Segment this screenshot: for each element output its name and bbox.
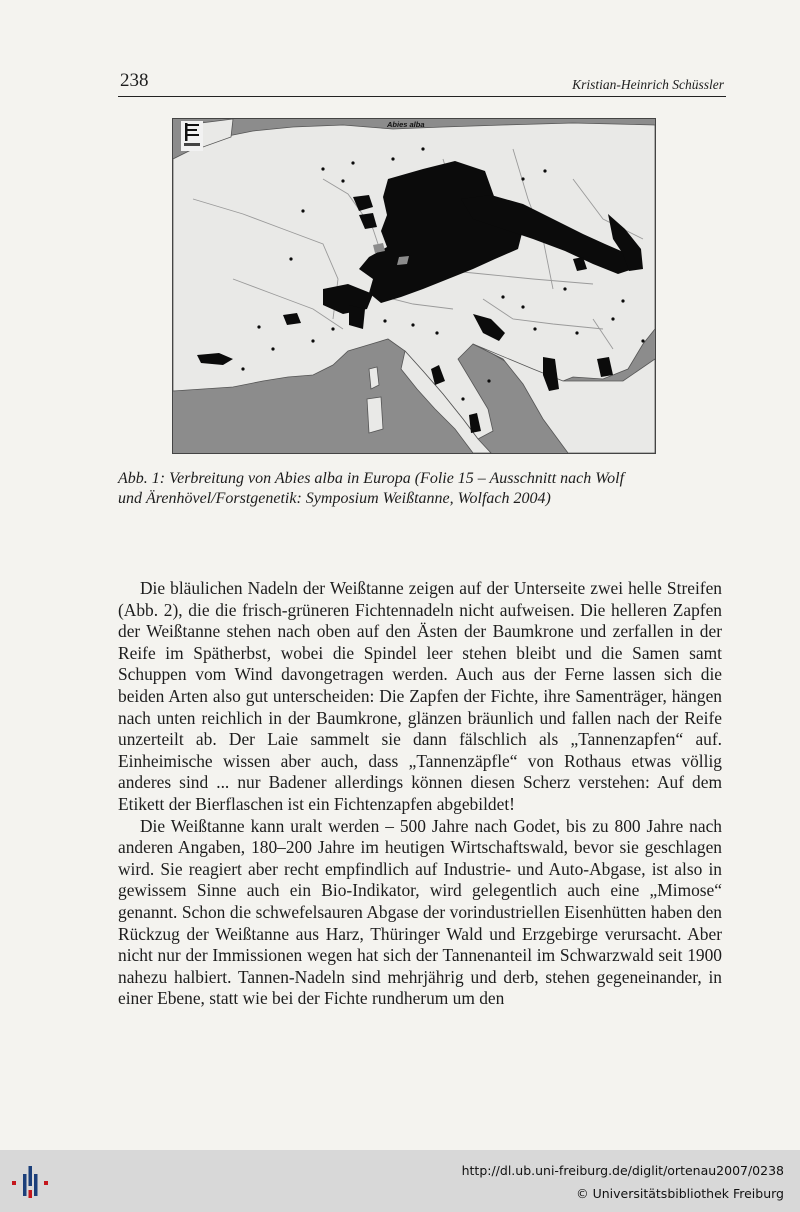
figure-caption xyxy=(118,469,718,509)
copyright-notice: © Universitätsbibliothek Freiburg xyxy=(576,1186,784,1201)
corsica-island xyxy=(369,367,379,389)
range-alps-south xyxy=(349,305,365,329)
europe-map xyxy=(173,119,655,453)
ub-freiburg-logo-icon xyxy=(10,1164,50,1200)
distribution-map-figure xyxy=(172,118,656,454)
running-head: Kristian-Heinrich Schüssler xyxy=(572,77,724,92)
map-publisher-logo-icon xyxy=(181,121,203,151)
map-title: Abies alba xyxy=(387,120,425,129)
document-url-link[interactable]: http://dl.ub.uni-freiburg.de/diglit/ortenau2007/0238 xyxy=(461,1163,784,1178)
digital-library-footer xyxy=(0,1150,800,1212)
paragraph-1: Die bläulichen Nadeln der Weißtanne zeigen auf der Unterseite zwei helle Streifen (Abb. 2), die die frisch-grüneren Fichtennadeln nicht aufweisen. Die helleren Zapfen der Weißtanne stehen nach oben auf den Ästen der Baumkrone und zerfallen in der Reife im Spätherbst, wobei die Spindel leer stehen bleibt und die Samen samt Schuppen vom Wind davongetragen werden. Auch aus der Ferne lassen sich die beiden Arten also gut unterscheiden: Die Zapfen der Fichte, ihre Samenträger, hängen nach unten reichlich in der Baumkrone, glänzen bräunlich und fallen nach der Reife unzerteilt ab. Der Laie sammelt sie dann fälschlich als „Tannenzapfen“ auf. Einheimische wissen aber auch, dass „Tannenzäpfle“ von Rothaus etwas völlig anderes sind ... nur Badener allerdings können diesen Scherz verstehen: Auf dem Etikett der Bierflaschen ist ein Fichtenzapfen abgebildet! xyxy=(118,578,722,814)
caption-line-2: und Ärenhövel/Forstgenetik: Symposium Weißtanne, Wolfach 2004) xyxy=(118,490,551,507)
caption-line-1: Abb. 1: Verbreitung von Abies alba in Europa (Folie 15 – Ausschnitt nach Wolf xyxy=(118,470,625,487)
sardinia-island xyxy=(367,397,383,433)
paragraph-2: Die Weißtanne kann uralt werden – 500 Jahre nach Godet, bis zu 800 Jahre nach anderen Angaben, 180–200 Jahre im heutigen Wirtschaftswald, bevor sie geschlagen wird. Sie reagiert aber recht empfindlich auf Industrie- und Auto-Abgase, ist also in gewissem Sinne auch ein Bio-Indikator, wird gelegentlich auch eine „Mimose“ genannt. Schon die schwefelsauren Abgase der vorindustriellen Eisenhütten haben den Rückzug der Weißtanne aus Harz, Thüringer Wald und Erzgebirge verursacht. Aber nicht nur der Immissionen wegen hat sich der Tannenanteil im Schwarzwald seit 1900 nahezu halbiert. Tannen-Nadeln sind mehrjährig und derb, stehen gegeneinander, in einer Ebene, statt wie bei der Fichte rundherum um den xyxy=(118,815,722,1009)
page-header xyxy=(118,70,726,97)
page-number: 238 xyxy=(120,70,149,91)
body-text xyxy=(118,578,722,1010)
